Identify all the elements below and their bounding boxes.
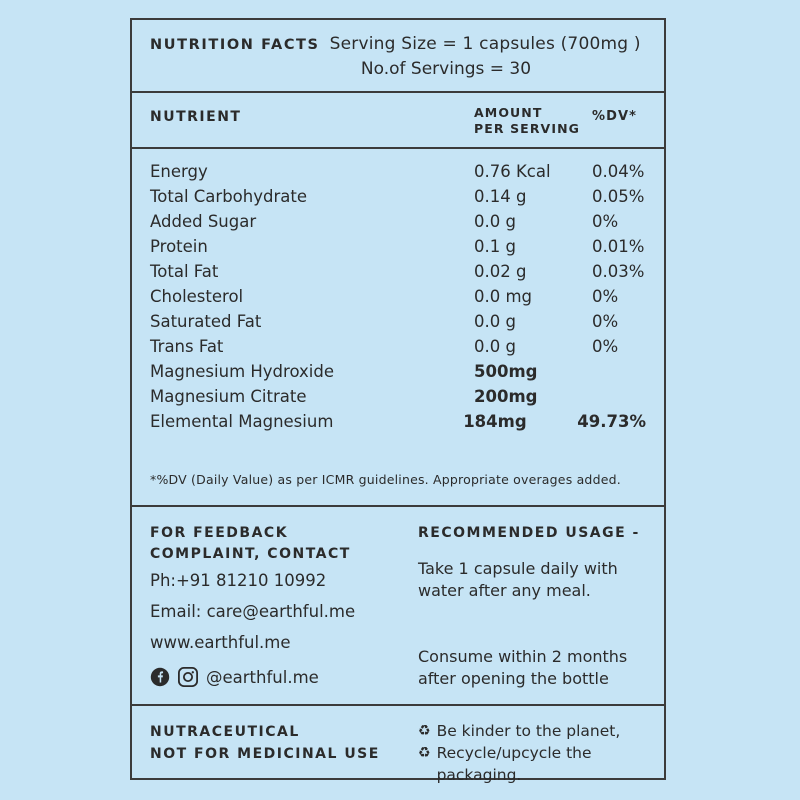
contact-phone[interactable]: Ph:+91 81210 10992 <box>150 571 327 590</box>
nutrient-dv: 0.04% <box>592 162 645 181</box>
nutrient-amount: 0.14 g <box>474 187 527 206</box>
contact-heading-line2: COMPLAINT, CONTACT <box>150 546 351 562</box>
table-row <box>150 209 646 234</box>
table-row <box>150 259 646 284</box>
nutrient-name: Magnesium Citrate <box>150 387 307 406</box>
table-row <box>150 234 646 259</box>
table-row <box>150 159 646 184</box>
nutrient-name: Energy <box>150 162 208 181</box>
footer-section <box>132 706 664 800</box>
nutrient-dv: 0.01% <box>592 237 645 256</box>
usage-consume-line2: after opening the bottle <box>418 669 609 688</box>
eco-line2-text: Recycle/upcycle the packaging. <box>436 744 592 784</box>
serving-size-text: Serving Size = 1 capsules (700mg ) <box>329 34 641 54</box>
nutrient-name: Total Carbohydrate <box>150 187 307 206</box>
nutrient-dv: 0% <box>592 312 619 331</box>
nutrient-dv: 0.05% <box>592 187 645 206</box>
nutrient-amount: 0.0 g <box>474 337 516 356</box>
column-header-nutrient: NUTRIENT <box>150 109 242 125</box>
column-header-amount-line2: PER SERVING <box>474 121 580 136</box>
contact-website[interactable]: www.earthful.me <box>150 633 291 652</box>
servings-count-text: No.of Servings = 30 <box>360 59 532 79</box>
nutrient-amount: 184mg <box>463 412 527 431</box>
nutrient-name: Protein <box>150 237 208 256</box>
contact-block <box>132 507 400 704</box>
table-row <box>150 409 646 434</box>
nutrient-amount: 200mg <box>474 387 538 406</box>
table-row <box>150 384 646 409</box>
table-row <box>150 359 646 384</box>
usage-consume <box>418 646 648 690</box>
nutrition-facts-panel <box>130 18 666 784</box>
usage-instruction <box>418 558 648 602</box>
instagram-icon[interactable] <box>178 667 198 687</box>
table-row <box>150 309 646 334</box>
nutrient-amount: 0.76 Kcal <box>474 162 551 181</box>
table-row <box>150 334 646 359</box>
social-handle[interactable]: @earthful.me <box>206 667 319 687</box>
nutrient-dv: 0% <box>592 212 619 231</box>
nutrient-table <box>132 149 664 507</box>
nutrient-name: Elemental Magnesium <box>150 412 334 431</box>
nutrition-header <box>132 20 664 93</box>
eco-row-2 <box>418 742 650 786</box>
nutrient-name: Trans Fat <box>150 337 224 356</box>
nutrient-amount: 0.0 g <box>474 212 516 231</box>
dv-footnote: *%DV (Daily Value) as per ICMR guidelines. Appropriate overages added. <box>150 472 621 487</box>
nutrient-dv: 0.03% <box>592 262 645 281</box>
contact-heading-line1: FOR FEEDBACK <box>150 525 289 541</box>
usage-instruction-line2: water after any meal. <box>418 581 591 600</box>
nutrient-name: Saturated Fat <box>150 312 262 331</box>
nutrient-rows <box>132 149 664 434</box>
facebook-icon[interactable] <box>150 667 170 687</box>
eco-line1-text: Be kinder to the planet, <box>436 722 621 740</box>
nutrient-name: Magnesium Hydroxide <box>150 362 335 381</box>
eco-row-1 <box>418 720 650 742</box>
contact-email[interactable]: Email: care@earthful.me <box>150 602 356 621</box>
usage-heading: RECOMMENDED USAGE - <box>418 525 640 541</box>
column-header-amount-line1: AMOUNT <box>474 105 543 120</box>
nutrient-amount: 500mg <box>474 362 538 381</box>
table-column-headers <box>132 93 664 149</box>
nutrient-name: Cholesterol <box>150 287 244 306</box>
nutrient-dv: 0% <box>592 287 619 306</box>
column-header-amount <box>474 105 592 137</box>
table-row <box>150 284 646 309</box>
nutrient-dv: 49.73% <box>577 412 646 431</box>
nutrient-dv: 0% <box>592 337 619 356</box>
disclaimer-line1: NUTRACEUTICAL <box>150 724 300 740</box>
nutrient-amount: 0.0 mg <box>474 287 533 306</box>
usage-consume-line1: Consume within 2 months <box>418 647 628 666</box>
disclaimer-line2: NOT FOR MEDICINAL USE <box>150 745 380 762</box>
nutrient-name: Total Fat <box>150 262 219 281</box>
contact-heading <box>150 523 382 565</box>
nutrient-name: Added Sugar <box>150 212 257 231</box>
contact-usage-section <box>132 507 664 706</box>
nutrient-amount: 0.02 g <box>474 262 527 281</box>
nutrition-facts-label: NUTRITION FACTS <box>150 37 320 53</box>
recycle-icon: ♻ <box>418 745 431 761</box>
eco-block <box>400 706 664 800</box>
table-row <box>150 184 646 209</box>
usage-instruction-line1: Take 1 capsule daily with <box>418 559 618 578</box>
column-header-dv: %DV* <box>592 109 638 124</box>
recycle-icon: ♻ <box>418 723 431 739</box>
social-row[interactable] <box>150 667 382 687</box>
disclaimer-block <box>132 706 400 800</box>
nutrient-amount: 0.1 g <box>474 237 516 256</box>
usage-block <box>400 507 664 704</box>
nutrient-amount: 0.0 g <box>474 312 516 331</box>
serving-row <box>150 34 646 54</box>
